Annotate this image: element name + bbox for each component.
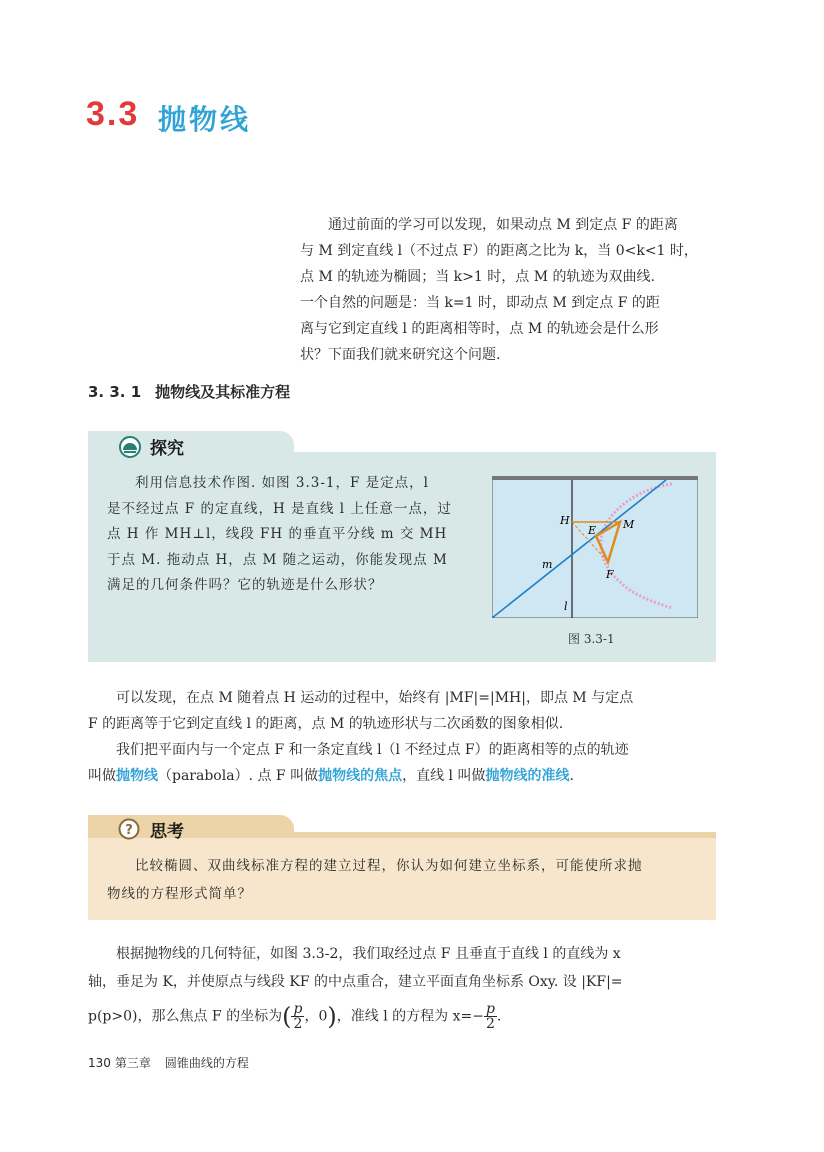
page-number: 130: [88, 1056, 111, 1070]
focus-fraction: [291, 1002, 304, 1031]
intro-line: 点 M 的轨迹为椭圆；当 k>1 时，点 M 的轨迹为双曲线.: [300, 269, 655, 285]
para3-text: p(p>0)，那么焦点 F 的坐标为: [88, 1008, 283, 1025]
paragraph-2: [88, 737, 718, 789]
figure-caption: 图 3.3-1: [568, 632, 615, 646]
explore-title: 探究: [150, 439, 184, 459]
paragraph-3: [88, 940, 718, 1031]
question-icon: [118, 818, 140, 840]
fig-label-m: m: [542, 558, 553, 571]
para2-line2: [88, 763, 718, 789]
intro-paragraph: [300, 212, 720, 368]
section-heading: [88, 381, 290, 402]
para2-text: （parabola）. 点 F 叫做: [158, 768, 319, 784]
section-number: 3. 3. 1: [88, 383, 142, 401]
fig-label-M: M: [623, 518, 635, 531]
explore-tab-strip: [294, 452, 716, 460]
right-paren: ): [327, 1002, 337, 1031]
directrix-fraction: [484, 1002, 497, 1031]
figure-3-3-1: [492, 476, 698, 618]
think-line: 比较椭圆、双曲线标准方程的建立过程，你认为如何建立坐标系，可能使所求抛: [135, 858, 643, 874]
fig-label-E: E: [588, 524, 597, 537]
term-directrix: 抛物线的准线: [485, 768, 570, 784]
left-paren: (: [282, 1002, 292, 1031]
think-text: [107, 852, 707, 908]
term-parabola: 抛物线: [116, 768, 158, 784]
para2-text: ，直线 l 叫做: [402, 768, 486, 784]
explore-line: 是不经过点 F 的定直线，H 是直线 l 上任意一点，过: [107, 500, 452, 517]
para3-text: ，准线 l 的方程为 x=−: [336, 1008, 484, 1025]
footer-title: 圆锥曲线的方程: [164, 1056, 249, 1070]
para3-line2: 轴，垂足为 K，并使原点与线段 KF 的中点重合，建立平面直角坐标系 Oxy. 设 |KF|=: [88, 974, 623, 990]
think-line: 物线的方程形式简单？: [107, 886, 252, 902]
intro-line: 与 M 到定直线 l（不过点 F）的距离之比为 k，当 0<k<1 时，: [300, 243, 698, 259]
chapter-number: 3.3: [86, 95, 140, 133]
para2-text: 叫做: [88, 768, 116, 784]
page-footer: [88, 1054, 249, 1071]
footer-chapter: 第三章: [114, 1056, 151, 1070]
para1-line: 可以发现，在点 M 随着点 H 运动的过程中，始终有 |MF|=|MH|，即点 M 与定点: [116, 690, 634, 706]
svg-text:?: ?: [125, 823, 133, 838]
explore-line: 满足的几何条件吗？它的轨迹是什么形状？: [107, 577, 383, 593]
para3-line1: 根据抛物线的几何特征，如图 3.3-2，我们取经过点 F 且垂直于直线 l 的直线为 x: [116, 946, 621, 962]
para3-text: .: [496, 1008, 502, 1025]
intro-line: 一个自然的问题是：当 k=1 时，即动点 M 到定点 F 的距: [300, 295, 660, 311]
intro-line: 通过前面的学习可以发现，如果动点 M 到定点 F 的距离: [328, 217, 678, 233]
para1-line: F 的距离等于它到定直线 l 的距离，点 M 的轨迹形状与二次函数的图象相似.: [88, 716, 564, 732]
term-focus: 抛物线的焦点: [318, 768, 403, 784]
explore-icon: [118, 436, 142, 458]
chapter-title: 抛物线: [158, 103, 252, 136]
para3-line3: [88, 1002, 718, 1031]
figure-drawing: [492, 476, 698, 618]
para2-line1: 我们把平面内与一个定点 F 和一条定直线 l（l 不经过点 F）的距离相等的点的轨迹: [116, 742, 629, 758]
intro-line: 状？下面我们就来研究这个问题.: [300, 347, 501, 363]
fig-label-F: F: [606, 568, 614, 581]
explore-line: 利用信息技术作图. 如图 3.3-1，F 是定点，l: [135, 475, 429, 491]
para2-text: .: [569, 768, 574, 784]
explore-text: [107, 471, 477, 599]
explore-line: 点 H 作 MH⊥l，线段 FH 的垂直平分线 m 交 MH: [107, 526, 448, 542]
directrix-denominator: 2: [485, 1016, 495, 1032]
focus-numerator: p: [293, 1001, 303, 1017]
section-title: 抛物线及其标准方程: [155, 383, 291, 401]
think-title: 思考: [150, 822, 184, 842]
explore-line: 于点 M. 拖动点 H，点 M 随之运动，你能发现点 M: [107, 551, 448, 568]
focus-denominator: 2: [293, 1016, 303, 1032]
fig-label-H: H: [560, 514, 570, 527]
directrix-numerator: p: [485, 1001, 495, 1017]
focus-rest: ，0: [304, 1008, 328, 1025]
fig-label-l: l: [564, 600, 568, 613]
intro-line: 离与它到定直线 l 的距离相等时，点 M 的轨迹会是什么形: [300, 321, 659, 337]
paragraph-1: [88, 685, 718, 737]
